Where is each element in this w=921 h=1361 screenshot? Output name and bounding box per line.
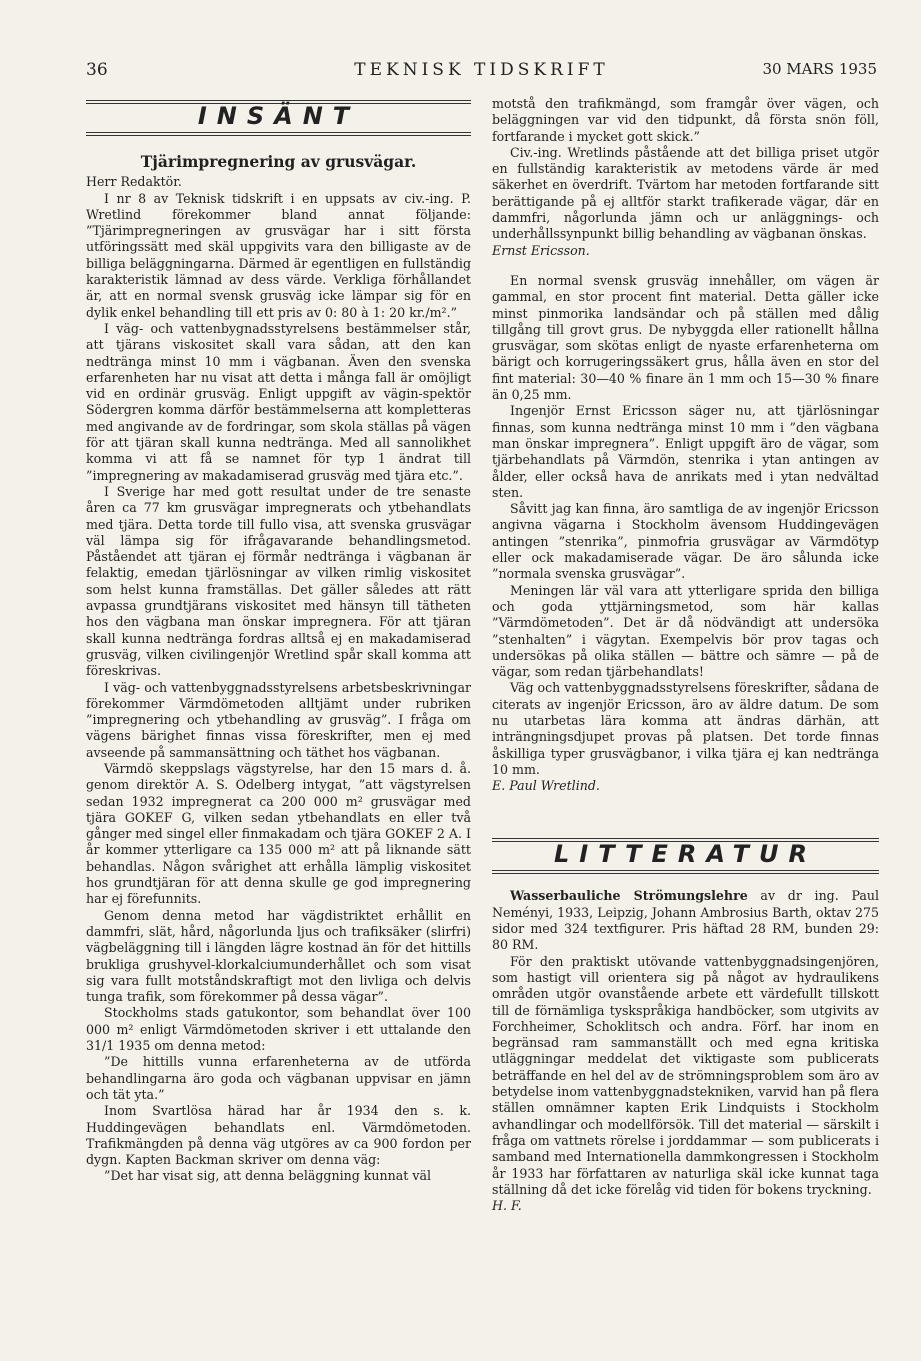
spacer [492,794,879,834]
divider [492,838,879,839]
left-column [86,96,471,1185]
litteratur-heading-block [492,834,879,878]
paragraph: I väg- och vattenbygnadsstyrelsens bestämmelser står, att tjärans viskositet skall vara sådan, att den kan nedtränga minst 10 mm i vägbanan. Även den svenska erfarenheten har nu visat att detta i många fall är omöjligt vid en ordinär grusväg. Enligt uppgift av vägin-spektör Södergren komma därför bestämmelserna att kompletteras med angivande av de fordringar, som skola ställas på vägen för att tjäran skall kunna nedtränga. Med all sannolikhet komma vi att få se namnet för typ 1 ändrat till ”impregnering av makadamiserad grusväg med tjära etc.”. [86,320,471,483]
spacer [492,259,879,273]
page-number: 36 [86,60,108,80]
paragraph: ”De hittills vunna erfarenheterna av de utförda behandlingarna äro goda och vägbanan uppvisar en jämn och tät yta.” [86,1054,471,1102]
paragraph: Såvitt jag kan finna, äro samtliga de av ingenjör Ericsson angivna vägarna i Stockholm ävensom Huddingevägen antingen ”stenrika”, pinmofria grusvägar av Värmdötyp eller ock makadamiserade vägar. De äro sålunda icke ”normala svenska grusvägar”. [492,501,879,582]
article-title: Tjärimpregnering av grusvägar. [140,152,417,171]
paragraph: Ingenjör Ernst Ericsson säger nu, att tjärlösningar finnas, som kunna nedtränga minst 10 mm i ”den vägbana man önskar impregnera”. Enligt uppgift äro de vägar, som tjärbehandlats på Värmdön, stenrika i ytan antingen av ålder, eller också hava de anrikats med i ytan nedvältad sten. [492,403,879,500]
divider [86,132,471,133]
book-details: av dr ing. Paul Neményi, 1933, Leipzig, Johann Ambrosius Barth, oktav 275 sidor med 324 textfigurer. Pris häftad 28 RM, bunden 29: 80 RM. [492,888,879,953]
paragraph: Väg och vattenbyggnadsstyrelsens föreskrifter, sådana de citerats av ingenjör Ericsson, äro av äldre datum. De som nu utarbetas lära komma att ändras därhän, att inträngningsdjupet provas på platsen. Det torde finnas åskilliga typer grusvägbanor, i vilka tjära ej kan nedtränga 10 mm. [492,680,879,777]
divider [492,870,879,871]
paragraph: I Sverige har med gott resultat under de tre senaste åren ca 77 km grusvägar impregnerats och ytbehandlats med tjära. Detta torde till fullo visa, att svenska grusvägar väl lämpa sig för ifrågavarande behandlingsmetod. Påståendet att tjäran ej förmår nedtränga i vägbanan är felaktig, emedan tjärlösningar av vilken rimlig viskositet som helst kunna framställas. Det gäller således att rätt avpassa grundtjärans viskositet med hänsyn till tätheten hos den vägbana man önskar impregnera. För att tjäran skall kunna nedtränga fordras alltså ej en makadamiserad grusväg, vilken civilingenjör Wretlind spår skall komma att föreskrivas. [86,483,471,679]
litteratur-heading: LITTERATUR [553,840,817,869]
divider [86,135,471,136]
paragraph: I väg- och vattenbyggnadsstyrelsens arbetsbeskrivningar förekommer Värmdömetoden alltjämt under rubriken ”impregnering och ytbehandling av grusväg”. I fråga om vägens bärighet finnas vissa föreskrifter, men ej med avseende på sammansättning och täthet hos vägbanan. [86,679,471,760]
right-column [492,96,879,1214]
salutation: Herr Redaktör. [86,174,182,190]
paragraph: Stockholms stads gatukontor, som behandlat över 100 000 m² enligt Värmdömetoden skriver i ett uttalande den 31/1 1935 om denna metod: [86,1005,471,1054]
journal-title: TEKNISK TIDSKRIFT [354,60,609,80]
signature: H. F. [492,1198,522,1214]
paragraph: motstå den trafikmängd, som framgår över vägen, och beläggningen var vid den tidpunkt, då första snön föll, fortfarande i mycket gott skick.” [492,96,879,144]
issue-date: 30 MARS 1935 [762,60,877,78]
book-entry [492,888,879,953]
running-head [86,60,877,84]
insant-heading: INSÄNT [197,102,360,130]
signature: Ernst Ericsson. [492,242,590,258]
paragraph: Civ.-ing. Wretlinds påstående att det billiga priset utgör en fullständig karakteristik av metodens värde är med säkerhet en överdrift. Tvärtom har metoden fortfarande sitt berättigande på ej alltför starkt trafikerade vägar, där en dammfri, någorlunda jämn och ur anläggnings- och underhållssynpunkt billig behandling av vägbanan önskas. [492,144,879,242]
paragraph: ”Det har visat sig, att denna beläggning kunnat väl [104,1168,431,1184]
divider [492,873,879,874]
paragraph: I nr 8 av Teknisk tidskrift i en uppsats av civ.-ing. P. Wretlind förekommer bland annat följande: ”Tjärimpregneringen av grusvägar har i sitt första utföringssätt med skäl uppgivits vara den billigaste av de billiga beläggningarna. Därmed är egentligen en fullständig karakteristik lämnad av dess värde. Verkliga förhållandet är, att en normal svensk grusväg icke lämpar sig för en dylik enkel behandling till ett pris av 0: 80 à 1: 20 kr./m².” [86,190,471,320]
paragraph: Genom denna metod har vägdistriktet erhållit en dammfri, slät, hård, någorlunda ljus och trafiksäker (slirfri) vägbeläggning till i längden lägre kostnad än för det hittills brukliga grushyvel-klorkalciumunderhållet och som visat sig vara fullt motståndskraftigt mot den livliga och delvis tunga trafik, som förekommer på dessa vägar”. [86,907,471,1005]
paragraph: Inom Svartlösa härad har år 1934 den s. k. Huddingevägen behandlats enl. Värmdömetoden. Trafikmängden på denna väg utgöres av ca 900 fordon per dygn. Kapten Backman skriver om denna väg: [86,1103,471,1168]
paragraph: Värmdö skeppslags vägstyrelse, har den 15 mars d. å. genom direktör A. S. Odelberg intygat, ”att vägstyrelsen sedan 1932 impregnerat ca 200 000 m² grusvägar med tjära GOKEF G, vilken sedan ytbehandlats en eller två gånger med singel eller finmakadam och tjära GOKEF 2 A. I år kommer ytterligare ca 135 000 m² att på liknande sätt behandlas. Någon svårighet att erhålla lämplig viskositet hos grundtjäran för att denna skulle ge god impregnering har ej förefunnits. [86,760,472,907]
divider [86,100,471,101]
review-paragraph: För den praktiskt utövande vattenbyggnadsingenjören, som hastigt vill orientera sig på något av hydraulikens områden utgör ovanstående arbete ett värdefullt tillskott till de förnämliga tyskspråkiga handböcker, som utgivits av Forchheimer, Schoklitsch och andra. Förf. har inom en begränsad ram sammanställt och med egna kritiska utläggningar meddelat det viktigaste som publicerats beträffande en hel del av de strömningsproblem som äro av betydelse inom vattenbyggnadstekniken, varvid han på flera ställen omnämner kapten Erik Lindquists i Stockholm avhandlingar och modellförsök. Till det material — särskilt i fråga om vattnets rörelse i jorddammar — som publicerats i samband med Internationella dammkongressen i Stockholm år 1933 har författaren av naturliga skäl icke kunnat taga ställning då det icke förelåg vid tiden för bokens tryckning. [492,953,879,1197]
paragraph: En normal svensk grusväg innehåller, om vägen är gammal, en stor procent fint material. Detta gäller icke minst pinmorika landsändar och på ställen med dålig tillgång till grovt grus. De nybyggda eller rationellt hållna grusvägar, som skötas enligt de nyaste erfarenheterna om bärigt och korrugeringssäkert grus, hålla även en stor del fint material: 30—40 % finare än 1 mm och 15—30 % finare än 0,25 mm. [492,272,879,403]
paragraph: Meningen lär väl vara att ytterligare sprida den billiga och goda yttjärningsmetod, som här kallas ”Värmdömetoden”. Det är då nödvändigt att undersöka ”stenhalten” i vägytan. Exempelvis bör prov tagas och undersökas på olika ställen — bättre och sämre — på de vägar, som redan tjärbehandlats! [492,582,879,680]
signature: E. Paul Wretlind. [492,778,600,794]
book-title: Wasserbauliche Strömungslehre [510,888,748,904]
insant-heading-block [86,96,471,140]
